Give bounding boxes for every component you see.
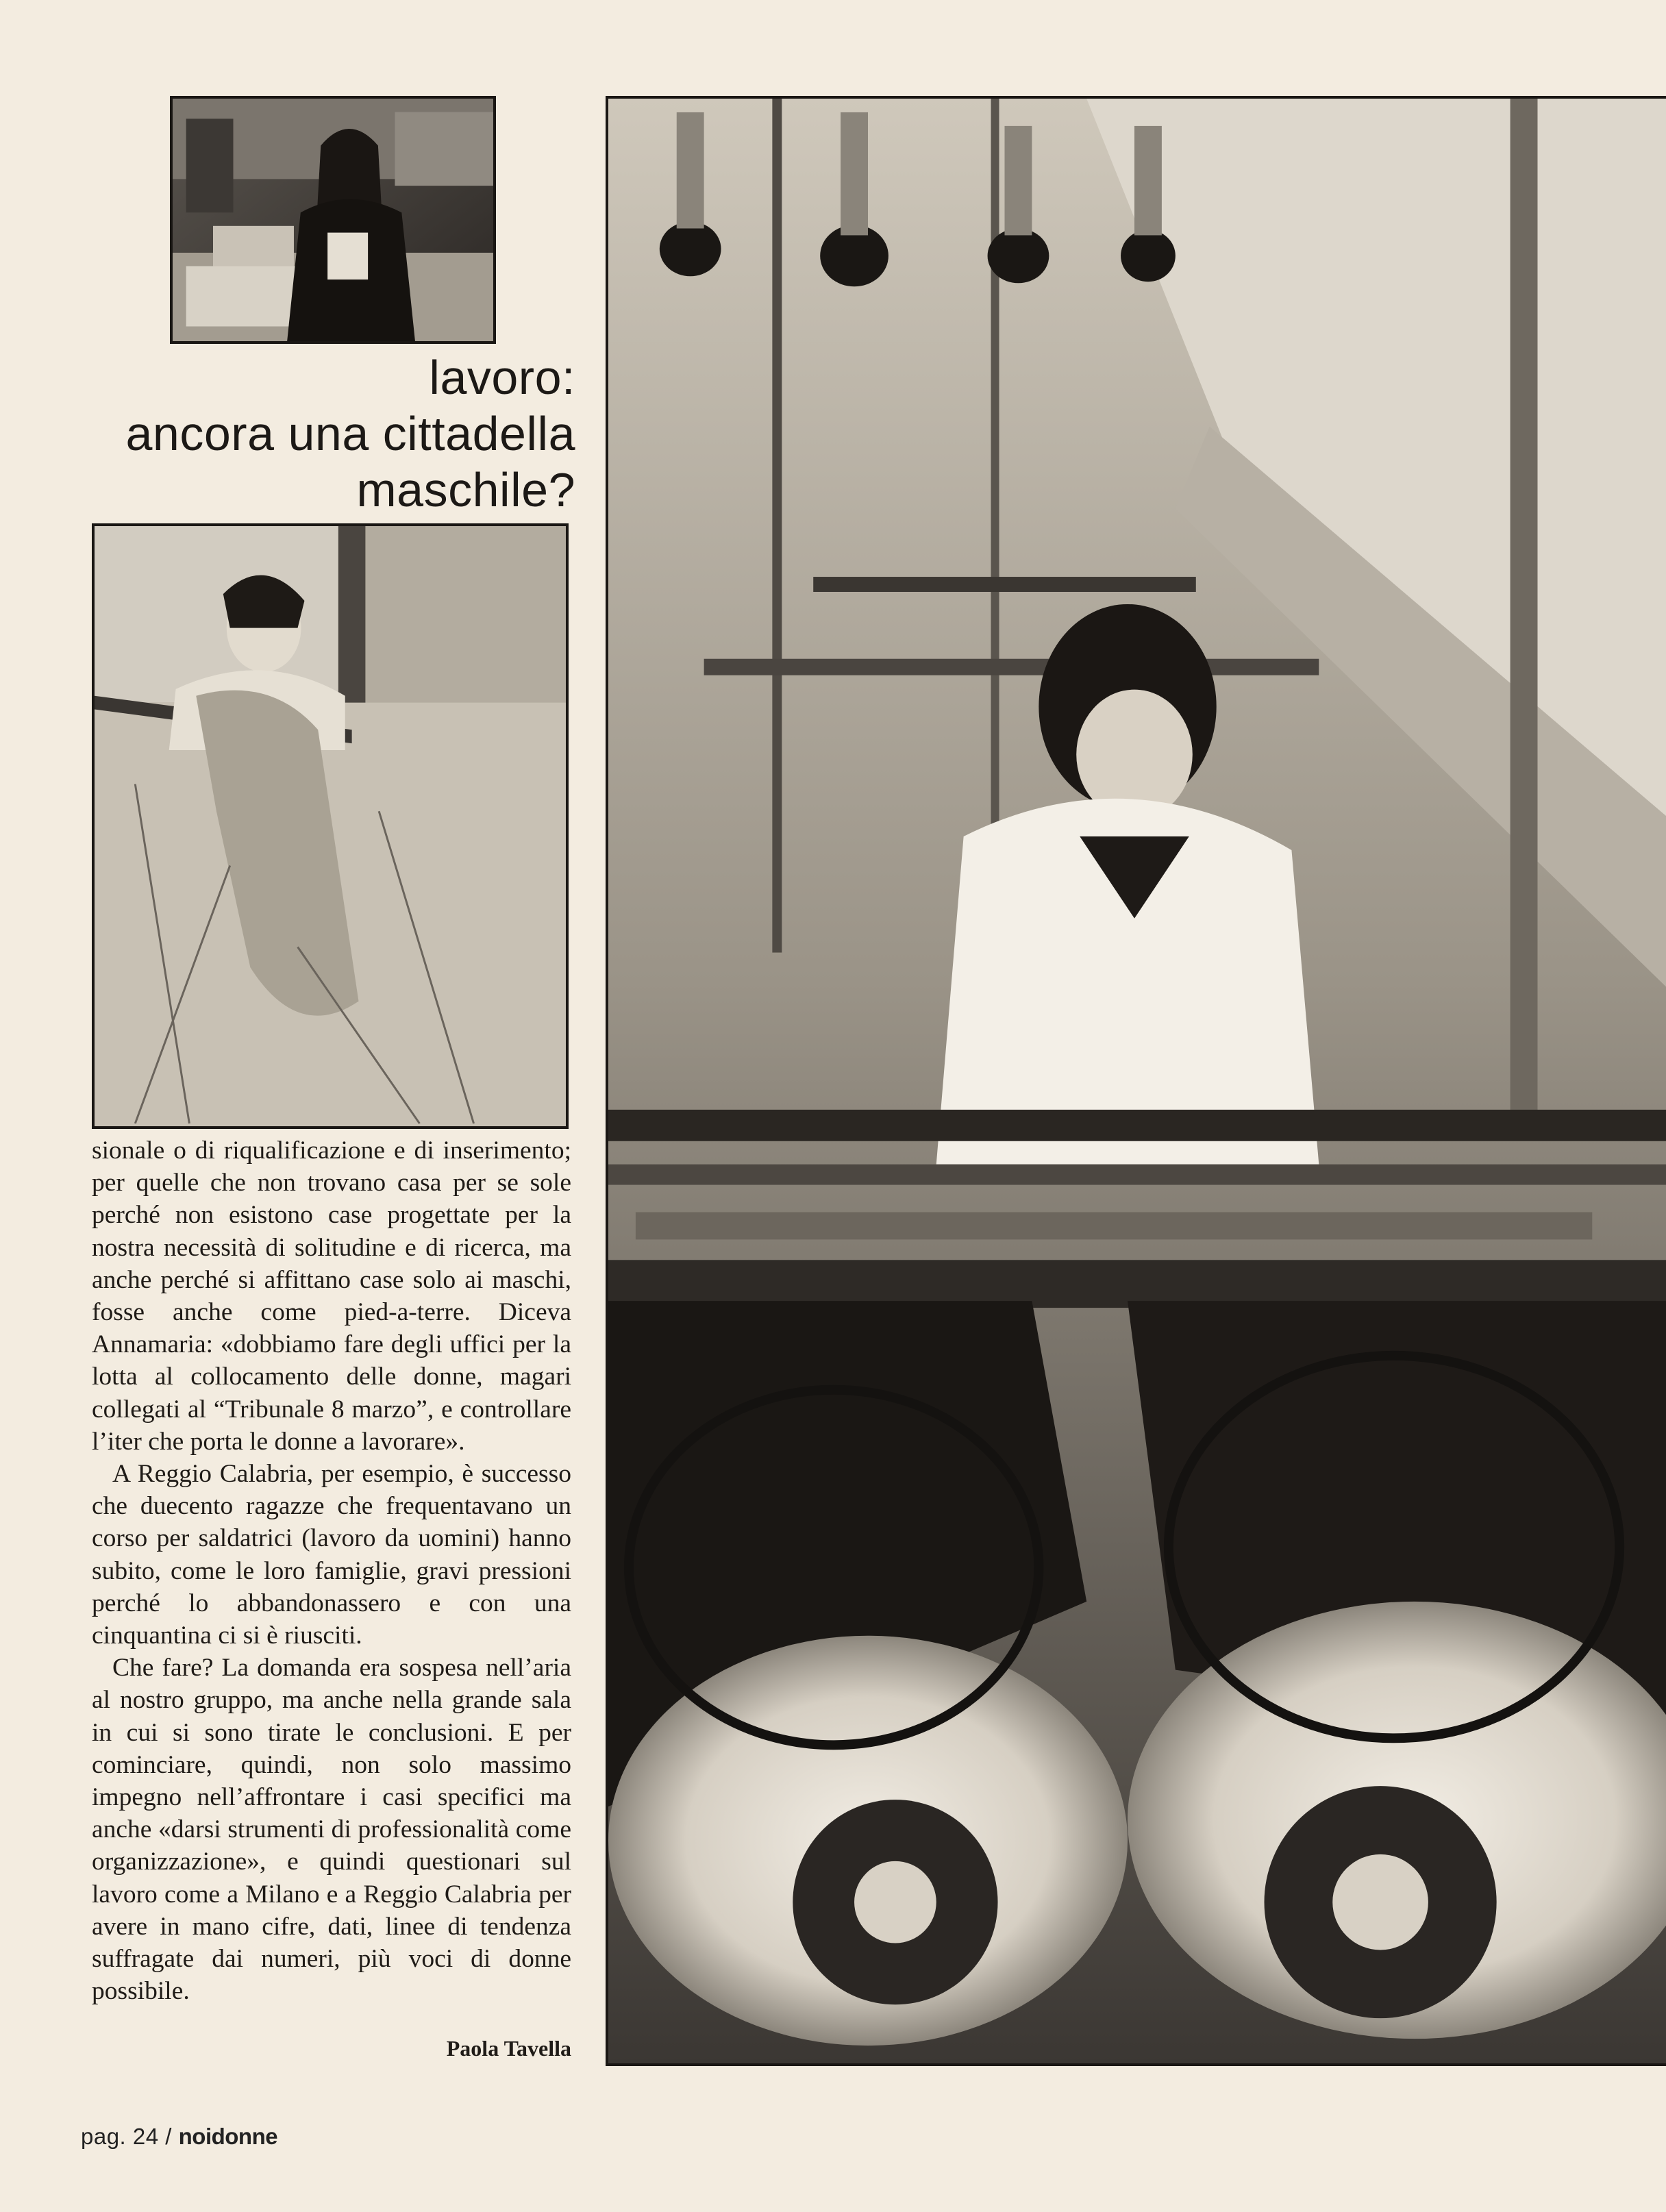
woman-operating-textile-machine-photo (606, 96, 1666, 2066)
headline-line-1: lavoro: (429, 351, 575, 404)
magazine-name: noidonne (178, 2124, 278, 2149)
page-number: pag. 24 (81, 2124, 159, 2149)
woman-at-window-with-laundry-photo (92, 523, 569, 1129)
page-footer (81, 2124, 277, 2150)
headline-line-3: maschile? (356, 463, 575, 517)
footer-separator: / (165, 2124, 172, 2149)
article-body (92, 1134, 571, 2007)
article-paragraph: A Reggio Calabria, per esempio, è successo che duecento ragazze che frequentavano un corso per saldatrici (lavoro da uomini) hanno subito, come le loro famiglie, gravi pressioni perché lo abbandonassero e con una cinquantina ci si è riusciti. (92, 1460, 571, 1650)
headline-line-2: ancora una cittadella (125, 407, 575, 460)
author-byline: Paola Tavella (446, 2036, 571, 2061)
article-paragraph: Che fare? La domanda era sospesa nell’aria al nostro gruppo, ma anche nella grande sala in cui si sono tirate le conclusioni. E per cominciare, quindi, non solo massimo impegno nell’affrontare i casi specifici ma anche «darsi strumenti di professionalità come organizzazione», e quindi questionari sul lavoro come a Milano e a Reggio Calabria per avere in mano cifre, dati, linee di tendenza suffragate dai numeri, più voci di donne possibile. (92, 1654, 571, 2006)
article-paragraph: sionale o di riqualificazione e di inserimento; per quelle che non trovano casa per se sole perché non esistono case progettate per la nostra necessità di solitudine e di ricerca, ma anche perché si affittano case solo ai maschi, fosse anche come pied-a-terre. Diceva Annamaria: «dobbiamo fare degli uffici per la lotta al collocamento delle donne, magari collegati al “Tribunale 8 marzo”, e controllare l’iter che porta le donne a lavorare». (92, 1136, 571, 1456)
headline (69, 349, 575, 518)
woman-at-desk-photo (170, 96, 496, 344)
